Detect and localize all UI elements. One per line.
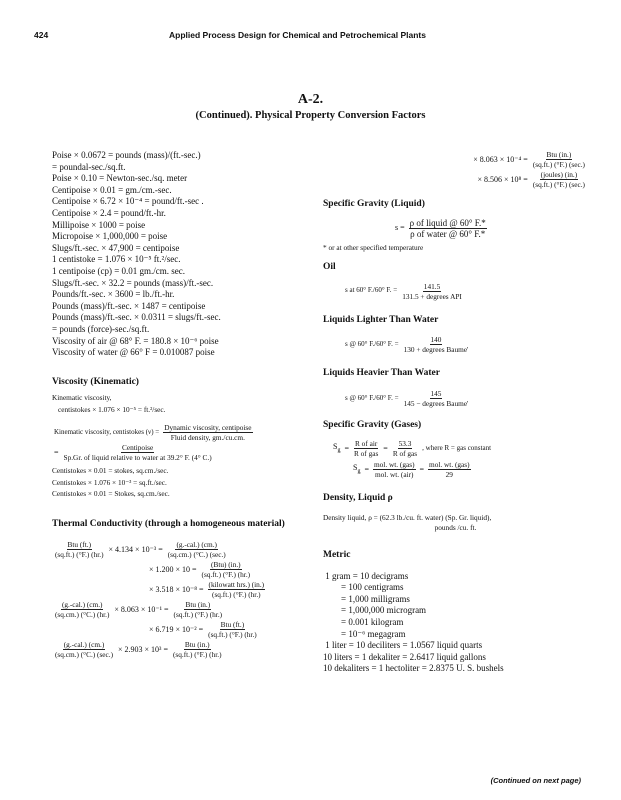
equals-sign: = [344,444,349,454]
denominator: Sp.Gr. of liquid relative to water at 39.2° F. (4° C.) [63,453,212,463]
multiplier: × 2.903 × 10³ = [118,645,168,655]
section-heading-oil: Oil [323,262,336,273]
running-title: Applied Process Design for Chemical and Petrochemical Plants [169,30,426,40]
sg-gas-formula [323,439,588,458]
denominator: (sq.ft.) (°F.) (hr.) [172,650,222,660]
formula-line: Millipoise × 1000 = poise [52,219,146,230]
section-heading-metric: Metric [323,550,351,561]
denominator: (sq.ft.) (°F.) (sec.) [532,160,585,169]
numerator: (g.-cal.) (cm.) [61,600,103,610]
equals-sign: = [419,465,425,475]
numerator: Btu (ft.) [67,540,92,550]
fraction [409,218,487,239]
continued-note: (Continued on next page) [490,776,581,785]
thermal-row [323,150,588,169]
denominator: (sq.cm.) (°C.) (sec.) [55,650,114,660]
thermal-row [52,600,314,619]
denominator: (sq.ft.) (°F.) (hr.) [212,590,261,600]
numerator: mol. wt. (gas) [373,460,415,470]
formula-line: 1 centipoise (cp) = 0.01 gm./cm. sec. [52,265,186,276]
formula-lhs: s @ 60° F./60° F. = [345,393,399,402]
formula-line: Centistokes × 1.076 × 10⁻³ = sq.ft./sec. [52,477,167,487]
formula-line: Micropoise × 1,000,000 = poise [52,231,168,242]
fraction [163,423,252,442]
numerator: ρ of liquid @ 60° F.* [409,217,486,228]
fraction [401,282,463,301]
formula-line: Viscosity of air @ 68° F. = 180.8 × 10⁻⁶ poise [52,335,219,346]
fraction [532,150,586,169]
numerator: (kilowatt hrs.) (in.) [208,580,265,590]
denominator: (sq.ft.) (°F.) (hr.) [201,570,251,580]
page-number: 424 [34,30,49,40]
numerator: mol. wt. (gas) [429,460,470,470]
fraction [54,600,110,619]
thermal-row [52,580,314,599]
thermal-row [323,170,588,189]
right-column [323,150,588,675]
section-heading-thermal: Thermal Conductivity (through a homogeneous material) [52,518,285,529]
formula-line: = poundal-sec./sq.ft. [52,161,126,172]
section-heading-sg-gases: Specific Gravity (Gases) [323,419,422,430]
formula-line: = 0.001 kilogram [323,617,404,628]
section-heading-lighter: Liquids Lighter Than Water [323,314,439,325]
fraction [403,335,470,354]
formula-line: 1 liter = 10 deciliters = 1.0567 liquid quarts [323,640,483,651]
denominator: (sq.ft.) (°F.) (sec.) [532,180,585,189]
centipoise-formula [52,443,314,462]
denominator: R of gas [392,449,418,459]
table-id: A-2. [297,92,324,107]
denominator: 131.5 + degrees API [402,291,462,301]
section-heading-density: Density, Liquid ρ [323,493,393,504]
multiplier: × 1.200 × 10 = [149,565,197,575]
formula-line: Poise × 0.0672 = pounds (mass)/(ft.-sec.) [52,150,201,160]
kinematic-formula [52,423,314,442]
numerator: (g.-cal.) (cm.) [176,540,217,550]
formula-line: pounds /cu. ft. [434,522,477,532]
denominator: (sq.cm.) (°C.) (hr.) [55,610,110,620]
numerator: Dynamic viscosity, centipoise [164,423,252,433]
denominator: (sq.cm.) (°C.) (sec.) [167,550,226,560]
formula-lhs: s = [395,223,405,233]
multiplier: × 8.063 × 10⁻⁴ = [473,154,528,164]
formula-line: Centipoise × 6.72 × 10⁻⁴ = pound/ft.-sec . [52,196,204,207]
formula-line: Pounds (mass)/ft.-sec. × 0.0311 = slugs/ft.-sec. [52,312,221,323]
denominator: 145 − degrees Baume' [403,398,469,408]
formula-line: Kinematic viscosity, [52,393,112,403]
section-heading-heavier: Liquids Heavier Than Water [323,368,440,379]
heavier-formula [323,389,588,408]
fraction [373,460,416,479]
multiplier: × 3.518 × 10⁻⁸ = [149,585,204,595]
formula-line: Slugs/ft.-sec. × 32.2 = pounds (mass)/ft.-sec. [52,277,214,288]
formula-line: = 100 centigrams [323,582,404,593]
equals-sign: = [364,465,369,475]
fraction [208,580,266,599]
oil-formula [323,282,588,301]
numerator: Btu (in.) [546,150,572,159]
fraction [532,170,586,189]
formula-line: 1 gram = 10 decigrams [323,570,409,581]
formula-line: Poise × 0.10 = Newton-sec./sq. meter [52,173,188,184]
section-heading-kinematic: Viscosity (Kinematic) [52,376,139,387]
symbol: $S_g$ [333,441,341,454]
denominator: ρ of water @ 60° F.* [410,228,486,239]
formula-line: Centistokes × 0.01 = Stokes, sq.cm./sec. [52,489,170,499]
sg-liquid-formula [323,218,588,239]
numerator: 141.5 [423,281,441,291]
formula-line: = 10⁻⁶ megagram [323,628,406,639]
fraction [54,540,105,559]
multiplier: × 8.506 × 10⁸ = [477,174,528,184]
denominator: 29 [445,470,453,480]
equals-sign: = [54,447,59,457]
fraction [173,600,224,619]
denominator: 130 + degrees Baume' [403,345,469,355]
fraction [201,560,252,579]
numerator: (Btu) (in.) [211,560,241,570]
multiplier: × 8.063 × 10⁻¹ = [114,605,169,615]
multiplier: × 6.719 × 10⁻² = [149,625,204,635]
footnote: * or at other specified temperature [323,242,424,252]
thermal-row [52,540,314,559]
note: , where R = gas constant [422,444,492,453]
thermal-row [52,620,314,639]
formula-line: Slugs/ft.-sec. × 47,900 = centipoise [52,242,180,253]
formula-line: = 1,000,000 microgram [323,605,427,616]
fraction [403,389,470,408]
numerator: (g.-cal.) (cm.) [63,640,105,650]
formula-lhs: s @ 60° F./60° F. = [345,339,399,348]
symbol: $S_g$ [353,462,361,475]
numerator: Btu (ft.) [220,620,245,630]
denominator: (sq.ft.) (°F.) (hr.) [173,610,223,620]
fraction [172,640,223,659]
denominator: (sq.ft.) (°F.) (hr.) [208,630,257,640]
numerator: 53.3 [398,439,412,449]
formula-line: Centipoise × 2.4 = pound/ft.-hr. [52,207,166,218]
formula-line: Viscosity of water @ 66° F = 0.010087 poise [52,347,215,358]
denominator: mol. wt. (air) [374,470,414,480]
formula-line: Centistokes × 0.01 = stokes, sq.cm./sec. [52,466,169,476]
formula-line: = pounds (force)-sec./sq.ft. [52,323,150,334]
formula-line: 10 dekaliters = 1 hectoliter = 2.8375 U. S. bushels [323,663,504,674]
formula-line: = 1,000 milligrams [323,593,410,604]
formula-line: centistokes × 1.076 × 10⁻⁵ = ft.²/sec. [58,404,166,414]
numerator: Btu (in.) [185,600,211,610]
denominator: (sq.ft.) (°F.) (hr.) [55,550,104,560]
fraction [392,439,418,458]
thermal-row [52,560,314,579]
lighter-formula [323,335,588,354]
formula-line: Pounds/ft.-sec. × 3600 = lb./ft.-hr. [52,289,175,300]
formula-line: Pounds (mass)/ft.-sec. × 1487 = centipoise [52,300,206,311]
fraction [353,439,379,458]
numerator: Btu (in.) [184,640,210,650]
fraction [167,540,227,559]
formula-line: 1 centistoke = 1.076 × 10⁻⁵ ft.²/sec. [52,254,181,265]
denominator: Fluid density, gm./cu.cm. [170,433,245,443]
thermal-row [52,640,314,659]
sg-gas-formula [323,460,588,479]
numerator: 140 [430,335,442,345]
numerator: (joules) (in.) [540,170,578,179]
numerator: Centipoise [121,443,154,453]
formula-line: Density liquid, ρ = (62.3 lb./cu. ft. water) (Sp. Gr. liquid), [323,513,492,523]
fraction [54,640,114,659]
denominator: R of gas [353,449,379,459]
numerator: R of air [354,439,378,449]
viscosity-factors [52,150,314,359]
numerator: 145 [430,388,442,398]
table-subtitle: (Continued). Physical Property Conversion Factors [195,110,426,121]
fraction [207,620,258,639]
fraction [63,443,213,462]
formula-line: 10 liters = 1 dekaliter = 2.6417 liquid gallons [323,651,486,662]
equals-sign: = [383,444,388,454]
formula-line: Centipoise × 0.01 = gm./cm.-sec. [52,184,172,195]
fraction [428,460,471,479]
left-column [52,150,314,659]
formula-lhs: Kinematic viscosity, centistokes (ν) = [54,427,160,436]
multiplier: × 4.134 × 10⁻³ = [108,545,163,555]
section-heading-sg-liquid: Specific Gravity (Liquid) [323,199,425,209]
metric-list [323,571,588,675]
formula-lhs: s at 60° F./60° F. = [345,286,398,295]
